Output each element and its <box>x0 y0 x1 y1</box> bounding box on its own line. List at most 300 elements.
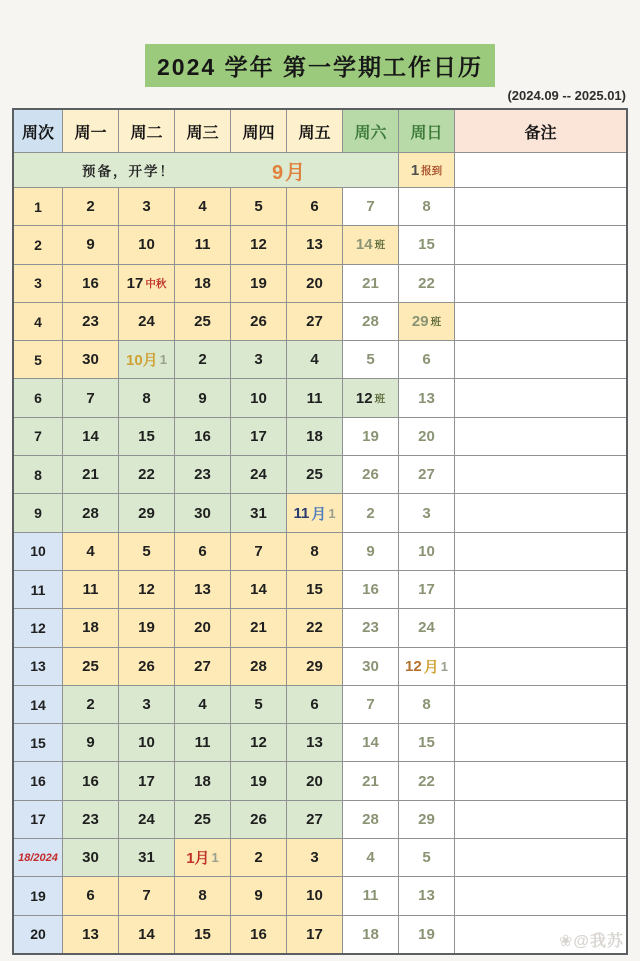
cell-text: 13 <box>194 581 211 599</box>
cell-text: 28 <box>362 810 379 828</box>
cell-text: 4 <box>86 542 95 560</box>
day-cell <box>399 456 454 493</box>
day-cell <box>231 456 286 493</box>
header-mon: 周一 <box>63 110 118 152</box>
day-cell <box>119 686 174 723</box>
handwritten-week-label: 18/2024 <box>18 851 58 864</box>
day-cell <box>399 877 454 914</box>
day-cell <box>231 877 286 914</box>
cell-text: 16 <box>250 925 267 943</box>
day-cell <box>175 379 230 416</box>
day-cell <box>231 571 286 608</box>
day-cell <box>119 839 174 876</box>
cell-text: 26 <box>362 466 379 484</box>
week-number-cell <box>14 265 62 302</box>
day-cell <box>231 839 286 876</box>
day-cell <box>287 494 342 531</box>
cell-text: 4 <box>34 313 42 330</box>
cell-text: 6 <box>310 198 319 216</box>
cell-text: 7 <box>86 389 95 407</box>
cell-text: 22 <box>418 772 435 790</box>
day-cell <box>175 724 230 761</box>
day-cell <box>343 418 398 455</box>
cell-text: 5 <box>254 198 263 216</box>
day-cell <box>343 188 398 225</box>
watermark-text: @我苏 <box>573 933 624 950</box>
day-cell <box>175 686 230 723</box>
cell-text: 3 <box>142 198 151 216</box>
flower-icon: ❀ <box>558 933 574 950</box>
cell-text: 8 <box>34 466 42 483</box>
week-number-cell <box>14 533 62 570</box>
cell-text: 19 <box>362 427 379 445</box>
day-cell <box>119 226 174 263</box>
cell-text: 27 <box>306 810 323 828</box>
cell-text: 13 <box>82 925 99 943</box>
week-number-cell <box>14 494 62 531</box>
day-cell <box>175 762 230 799</box>
day-cell <box>287 648 342 685</box>
cell-text: 26 <box>250 810 267 828</box>
day-cell <box>175 188 230 225</box>
cell-text: 12 <box>250 236 267 254</box>
cell-text: 13 <box>306 236 323 254</box>
cell-text: 11 <box>30 581 46 598</box>
cell-text: 月 <box>423 658 439 676</box>
day-cell <box>231 494 286 531</box>
cell-text: 10 <box>138 236 155 254</box>
day-cell <box>63 226 118 263</box>
week-number-cell <box>14 226 62 263</box>
day-cell <box>287 762 342 799</box>
cell-text: 14 <box>362 734 379 752</box>
week-number-cell <box>14 648 62 685</box>
cell-text: 3 <box>34 275 42 292</box>
cell-text: 2 <box>34 236 42 253</box>
cell-text: 24 <box>250 466 267 484</box>
day-cell <box>175 265 230 302</box>
cell-text: 9 <box>34 505 42 522</box>
day-cell <box>287 379 342 416</box>
cell-text: 22 <box>418 274 435 292</box>
cell-text: 23 <box>82 313 99 331</box>
day-cell <box>343 839 398 876</box>
cell-text: 17 <box>126 274 144 292</box>
cell-text: 6 <box>422 351 431 369</box>
cell-text: 10 <box>306 887 323 905</box>
header-week: 周次 <box>14 110 62 152</box>
day-cell <box>343 341 398 378</box>
day-cell <box>119 877 174 914</box>
day-cell <box>63 341 118 378</box>
cell-text: 15 <box>30 734 46 751</box>
day-cell <box>399 648 454 685</box>
remark-cell <box>455 533 626 570</box>
school-start-note: 预备，开学！ <box>82 164 175 179</box>
cell-text: 5 <box>254 696 263 713</box>
cell-text: 16 <box>30 773 46 790</box>
cell-text: 4 <box>198 696 207 713</box>
day-cell <box>287 724 342 761</box>
cell-text: 30 <box>194 504 211 522</box>
day-cell <box>399 303 454 340</box>
day-cell <box>119 379 174 416</box>
day-cell <box>63 533 118 570</box>
day-cell <box>119 724 174 761</box>
day-cell <box>175 839 230 876</box>
day-cell <box>175 418 230 455</box>
day-cell <box>175 609 230 646</box>
cell-text: 14 <box>82 427 99 445</box>
cell-text: 4 <box>366 849 375 867</box>
cell-text: 30 <box>82 351 99 369</box>
cell-text: 10月 <box>126 352 158 370</box>
cell-text: 10 <box>30 543 46 560</box>
remark-cell <box>455 188 626 225</box>
cell-text: 17 <box>250 427 267 445</box>
day-cell <box>119 916 174 953</box>
cell-text: 9 <box>254 887 263 905</box>
cell-text: 2 <box>254 849 263 867</box>
remark-cell <box>455 418 626 455</box>
week-number-cell <box>14 839 62 876</box>
cell-text: 6 <box>86 887 95 905</box>
day-cell <box>287 418 342 455</box>
week-number-cell <box>14 571 62 608</box>
remark-cell <box>455 456 626 493</box>
day-cell <box>343 226 398 263</box>
cell-text: 18 <box>306 427 323 445</box>
week-number-cell <box>14 686 62 723</box>
cell-text: 7 <box>366 198 375 216</box>
remark-cell <box>455 341 626 378</box>
week-number-cell <box>14 303 62 340</box>
day-cell <box>287 226 342 263</box>
cell-text: 3 <box>310 849 319 867</box>
cell-text: 16 <box>82 772 99 790</box>
week-number-cell <box>14 762 62 799</box>
cell-text: 19 <box>250 772 267 790</box>
header-sat: 周六 <box>343 110 398 152</box>
day-cell <box>63 379 118 416</box>
day-cell <box>63 571 118 608</box>
cell-text: 20 <box>194 619 211 637</box>
cell-text: 19 <box>250 274 267 292</box>
day-cell <box>231 418 286 455</box>
cell-text: 8 <box>310 542 319 560</box>
cell-text: 22 <box>306 619 323 637</box>
day-cell <box>287 303 342 340</box>
week-number-cell <box>14 801 62 838</box>
day-cell <box>175 877 230 914</box>
day-cell <box>287 188 342 225</box>
cell-text: 28 <box>82 504 99 522</box>
remark-cell <box>455 801 626 838</box>
cell-text: 30 <box>362 657 379 675</box>
day-cell <box>63 762 118 799</box>
festival-tag: 报到 <box>421 164 443 177</box>
cell-text: 1 <box>211 850 219 866</box>
day-cell <box>343 916 398 953</box>
remark-cell <box>455 724 626 761</box>
cell-text: 28 <box>250 657 267 675</box>
day-cell <box>399 916 454 953</box>
day-cell <box>63 456 118 493</box>
cell-text: 9 <box>366 542 375 560</box>
cell-text: 19 <box>30 887 46 904</box>
day-cell <box>119 609 174 646</box>
day-cell <box>399 839 454 876</box>
cell-text: 17 <box>418 581 435 599</box>
cell-text: 22 <box>138 466 155 484</box>
remark-cell <box>455 839 626 876</box>
cell-text: 3 <box>142 696 151 713</box>
day-cell <box>119 341 174 378</box>
day-cell <box>399 188 454 225</box>
cell-text: 16 <box>194 427 211 445</box>
day-cell <box>343 571 398 608</box>
cell-text: 29 <box>418 810 435 828</box>
cell-text: 17 <box>30 811 46 828</box>
cell-text: 15 <box>418 236 435 254</box>
header-remark: 备注 <box>455 110 626 152</box>
day-cell <box>63 494 118 531</box>
day-cell <box>231 609 286 646</box>
cell-text: 5 <box>34 351 42 368</box>
cell-text: 31 <box>138 849 155 867</box>
day-cell <box>287 877 342 914</box>
cell-text: 15 <box>306 581 323 599</box>
cell-text: 20 <box>418 427 435 445</box>
header-sun: 周日 <box>399 110 454 152</box>
remark-cell <box>455 379 626 416</box>
day-cell <box>343 379 398 416</box>
cell-text: 月 <box>311 505 327 523</box>
cell-text: 12 <box>30 619 46 636</box>
week-number-cell <box>14 418 62 455</box>
cell-text: 20 <box>30 926 46 943</box>
cell-text: 9 <box>198 389 207 407</box>
cell-text: 21 <box>362 772 379 790</box>
day-cell <box>175 801 230 838</box>
day-cell <box>119 571 174 608</box>
day-cell <box>287 341 342 378</box>
cell-text: 23 <box>362 619 379 637</box>
cell-text: 24 <box>138 313 155 331</box>
cell-text: 19 <box>138 619 155 637</box>
day-cell <box>399 379 454 416</box>
remark-cell <box>455 686 626 723</box>
week-number-cell <box>14 916 62 953</box>
cell-text: 9 <box>86 236 95 254</box>
day-cell <box>119 648 174 685</box>
makeup-class-tag: 班 <box>374 392 386 405</box>
cell-text: 4 <box>198 198 207 216</box>
cell-text: 7 <box>34 428 42 445</box>
day-cell <box>175 226 230 263</box>
day-cell <box>63 801 118 838</box>
day-cell <box>231 303 286 340</box>
page-title: 2024 学年 第一学期工作日历 <box>145 44 495 87</box>
day-cell <box>119 494 174 531</box>
header-thu: 周四 <box>231 110 286 152</box>
cell-text: 13 <box>418 887 435 905</box>
cell-text: 13 <box>306 734 323 752</box>
day-cell <box>287 839 342 876</box>
day-cell <box>63 724 118 761</box>
cell-text: 18 <box>194 274 211 292</box>
cell-text: 11 <box>194 236 211 254</box>
cell-text: 29 <box>306 657 323 675</box>
cell-text: 20 <box>306 274 323 292</box>
cell-text: 8 <box>198 887 207 905</box>
calendar-table <box>12 108 628 955</box>
day-cell <box>231 533 286 570</box>
cell-text: 12 <box>250 734 267 752</box>
cell-text: 4 <box>310 351 319 369</box>
day-cell <box>399 762 454 799</box>
cell-text: 5 <box>366 351 375 369</box>
cell-text: 2 <box>86 198 95 216</box>
day-cell <box>63 648 118 685</box>
cell-text: 28 <box>362 313 379 331</box>
cell-text: 25 <box>194 313 211 331</box>
cell-text: 15 <box>194 925 211 943</box>
day-cell <box>343 456 398 493</box>
day-cell <box>399 724 454 761</box>
cell-text: 13 <box>418 389 435 407</box>
day-cell <box>63 609 118 646</box>
cell-text: 23 <box>82 810 99 828</box>
day-cell <box>175 533 230 570</box>
remark-cell <box>455 609 626 646</box>
day-cell <box>231 265 286 302</box>
day-cell <box>343 648 398 685</box>
cell-text: 12 <box>405 657 422 675</box>
day-cell <box>175 916 230 953</box>
day-cell <box>175 303 230 340</box>
day-cell <box>231 801 286 838</box>
day-cell <box>119 456 174 493</box>
day-cell <box>343 877 398 914</box>
cell-text: 5 <box>422 849 431 867</box>
week-number-cell <box>14 379 62 416</box>
day-cell <box>175 648 230 685</box>
cell-text: 23 <box>194 466 211 484</box>
day-cell <box>119 188 174 225</box>
day-cell <box>119 762 174 799</box>
cell-text: 7 <box>142 887 151 905</box>
remark-cell <box>455 877 626 914</box>
day-cell <box>119 418 174 455</box>
day-cell <box>287 456 342 493</box>
week-number-cell <box>14 877 62 914</box>
cell-text: 17 <box>138 772 155 790</box>
cell-text: 18 <box>82 619 99 637</box>
cell-text: 15 <box>418 734 435 752</box>
september-banner <box>14 153 398 187</box>
cell-text: 10 <box>250 389 267 407</box>
cell-text: 24 <box>138 810 155 828</box>
day-cell <box>63 265 118 302</box>
day-cell <box>399 533 454 570</box>
day-cell <box>399 494 454 531</box>
day-cell <box>63 839 118 876</box>
week-number-cell <box>14 341 62 378</box>
cell-text: 31 <box>250 504 267 522</box>
cell-text: 6 <box>34 390 42 407</box>
remark-cell <box>455 762 626 799</box>
watermark <box>559 928 624 951</box>
week-number-cell <box>14 456 62 493</box>
day-cell <box>231 916 286 953</box>
cell-text: 11 <box>82 581 99 599</box>
day-cell <box>175 456 230 493</box>
day-cell <box>399 571 454 608</box>
cell-text: 14 <box>138 925 155 943</box>
cell-text: 26 <box>250 313 267 331</box>
remark-cell <box>455 494 626 531</box>
cell-text: 1 <box>328 505 336 521</box>
day-cell <box>399 265 454 302</box>
cell-text: 14 <box>355 236 373 254</box>
day-cell <box>343 494 398 531</box>
cell-text: 16 <box>82 274 99 292</box>
cell-text: 29 <box>411 313 429 331</box>
cell-text: 10 <box>138 734 155 752</box>
day-cell <box>63 418 118 455</box>
day-cell <box>343 762 398 799</box>
cell-text: 30 <box>82 849 99 867</box>
day-cell <box>399 341 454 378</box>
date-range: (2024.09 -- 2025.01) <box>507 88 626 103</box>
cell-text: 7 <box>254 542 263 560</box>
cell-text: 1 <box>159 352 167 368</box>
day-cell <box>399 686 454 723</box>
cell-text: 3 <box>254 351 263 369</box>
remark-cell <box>455 153 626 187</box>
cell-text: 24 <box>418 619 435 637</box>
cell-text: 16 <box>362 581 379 599</box>
remark-cell <box>455 648 626 685</box>
month-label-september: 9月 <box>272 161 308 184</box>
week-number-cell <box>14 724 62 761</box>
cell-text: 13 <box>30 658 46 675</box>
day-cell <box>231 762 286 799</box>
day-cell <box>231 226 286 263</box>
day-cell <box>63 303 118 340</box>
cell-text: 1月 <box>186 850 210 868</box>
cell-text: 19 <box>418 925 435 943</box>
day-cell <box>399 153 454 187</box>
cell-text: 21 <box>82 466 99 484</box>
cell-text: 17 <box>306 925 323 943</box>
day-cell <box>287 265 342 302</box>
week-number-cell <box>14 609 62 646</box>
cell-text: 11 <box>293 504 310 522</box>
day-cell <box>343 303 398 340</box>
cell-text: 3 <box>422 504 431 522</box>
cell-text: 1 <box>410 161 420 179</box>
day-cell <box>119 265 174 302</box>
cell-text: 1 <box>34 198 42 215</box>
cell-text: 25 <box>82 657 99 675</box>
cell-text: 6 <box>310 696 319 713</box>
cell-text: 26 <box>138 657 155 675</box>
day-cell <box>343 265 398 302</box>
day-cell <box>63 188 118 225</box>
cell-text: 21 <box>362 274 379 292</box>
